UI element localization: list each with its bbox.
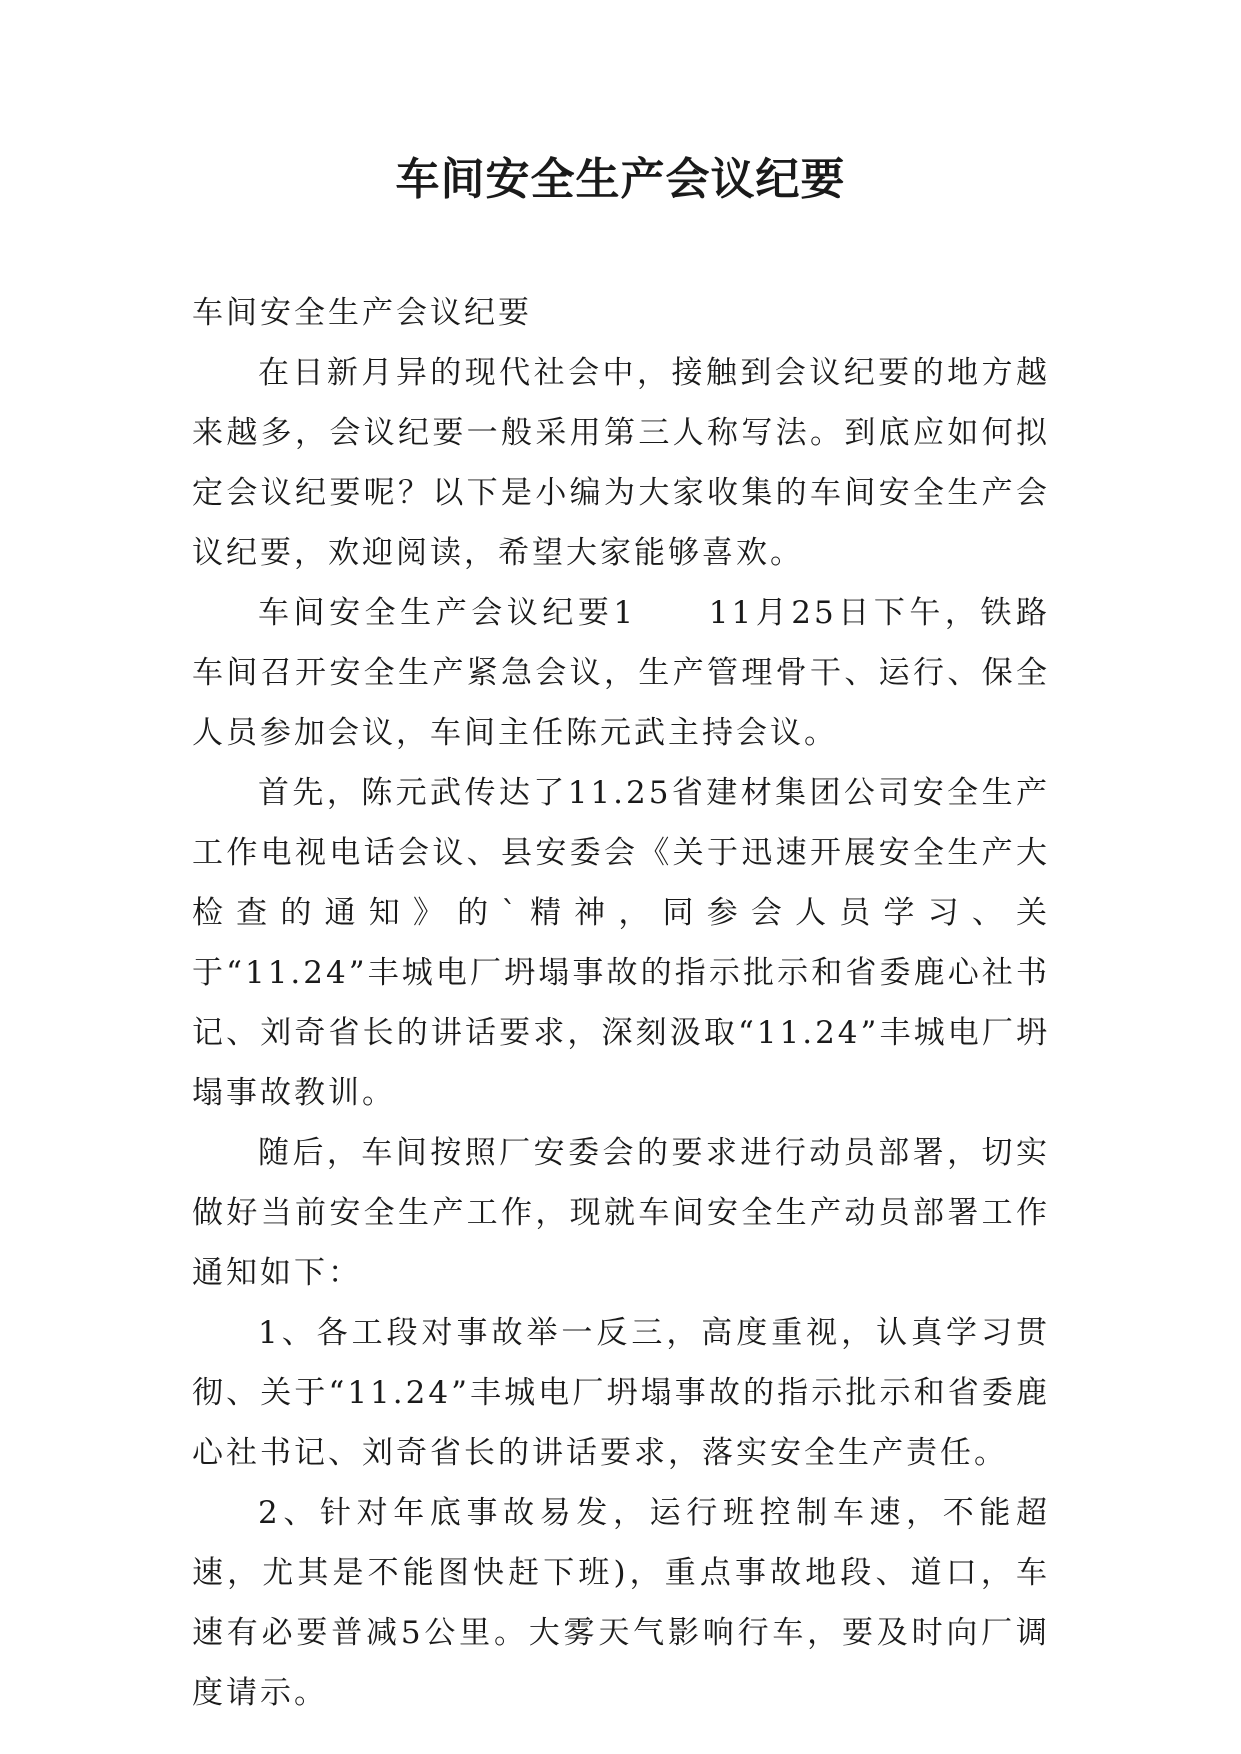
paragraph-then: 随后，车间按照厂安委会的要求进行动员部署，切实做好当前安全生产工作，现就车间安全生产动员部署工作通知如下： (192, 1135, 1050, 1291)
paragraph-item-1: 1、各工段对事故举一反三，高度重视，认真学习贯彻、关于“11.24”丰城电厂坍塌事故的指示批示和省委鹿心社书记、刘奇省长的讲话要求，落实安全生产责任。 (192, 1315, 1050, 1471)
paragraph-meeting-overview: 车间安全生产会议纪要1 11月25日下午，铁路车间召开安全生产紧急会议，生产管理骨干、运行、保全人员参加会议，车间主任陈元武主持会议。 (192, 595, 1050, 751)
paragraph-first: 首先，陈元武传达了11.25省建材集团公司安全生产工作电视电话会议、县安委会《关于迅速开展安全生产大检查的通知》的`精神，同参会人员学习、关于“11.24”丰城电厂坍塌事故的指示批示和省委鹿心社书记、刘奇省长的讲话要求，深刻汲取“11.24”丰城电厂坍塌事故教训。 (192, 775, 1050, 1111)
document-body (192, 283, 1050, 1723)
paragraph-heading: 车间安全生产会议纪要 (192, 295, 532, 331)
paragraph-intro: 在日新月异的现代社会中，接触到会议纪要的地方越来越多，会议纪要一般采用第三人称写法。到底应如何拟定会议纪要呢？以下是小编为大家收集的车间安全生产会议纪要，欢迎阅读，希望大家能够喜欢。 (192, 355, 1050, 571)
paragraph-item-2: 2、针对年底事故易发，运行班控制车速，不能超速，尤其是不能图快赶下班)，重点事故地段、道口，车速有必要普减5公里。大雾天气影响行车，要及时向厂调度请示。 (192, 1495, 1050, 1711)
document-title: 车间安全生产会议纪要 (395, 154, 846, 205)
